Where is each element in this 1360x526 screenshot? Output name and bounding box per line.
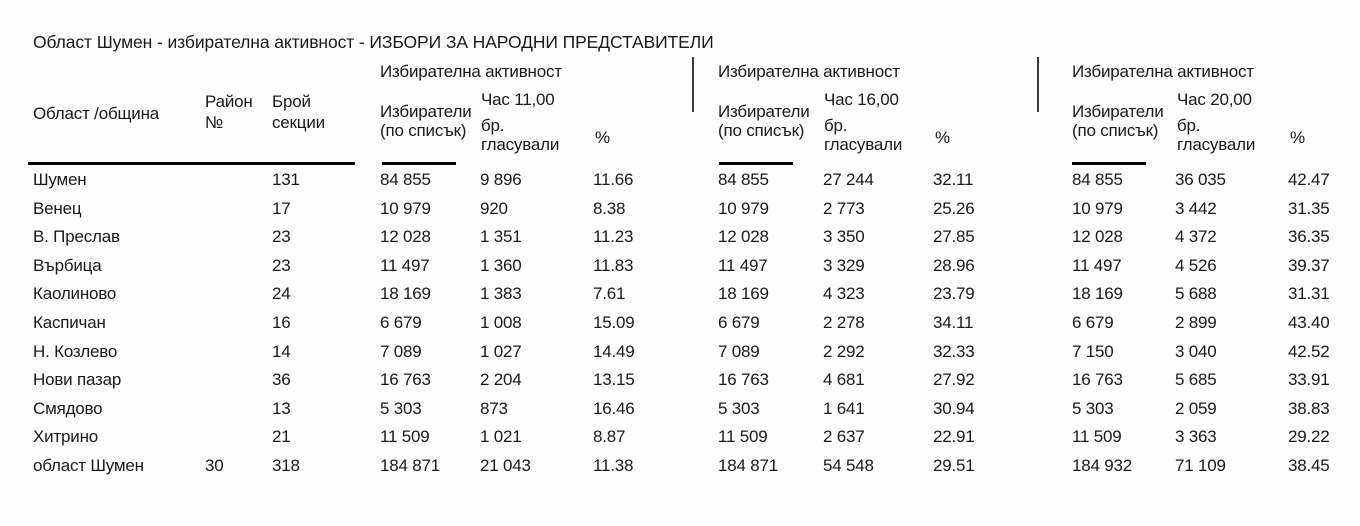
page-title: Област Шумен - избирателна активност - ИЗБОРИ ЗА НАРОДНИ ПРЕДСТАВИТЕЛИ <box>33 32 714 52</box>
b1-voted: 1 008 <box>480 312 522 332</box>
municipality-name: област Шумен <box>33 455 144 475</box>
b1-pct: 16.46 <box>593 398 635 418</box>
block2-voters-line2: (по списък) <box>718 121 805 140</box>
block1-hour-label: Час 11,00 <box>481 90 555 109</box>
b1-voters: 11 509 <box>380 427 430 447</box>
table-row <box>0 252 1360 281</box>
b3-voters: 11 497 <box>1072 255 1122 275</box>
b2-voted: 2 292 <box>823 341 865 361</box>
b3-voted: 4 372 <box>1175 227 1217 247</box>
block3-voters-line2: (по списък) <box>1072 121 1159 140</box>
b2-voted: 2 637 <box>823 427 865 447</box>
b1-voted: 1 360 <box>480 255 522 275</box>
b1-voters: 7 089 <box>380 341 422 361</box>
table-row <box>0 452 1360 481</box>
b2-pct: 27.92 <box>933 370 975 390</box>
municipality-name: Хитрино <box>33 427 99 447</box>
column-header-sections-line1: Брой <box>272 92 311 111</box>
municipality-name: В. Преслав <box>33 227 120 247</box>
table-row <box>0 366 1360 395</box>
b3-voted: 36 035 <box>1175 170 1226 189</box>
rayon-number <box>205 366 272 395</box>
b3-voted: 71 109 <box>1175 455 1226 475</box>
b3-pct: 33.91 <box>1288 370 1330 390</box>
sections-count: 318 <box>272 455 300 475</box>
block3-group-title: Избирателна активност <box>1072 62 1254 81</box>
rayon-number <box>205 338 272 367</box>
b1-voted: 2 204 <box>480 370 522 390</box>
b3-pct: 42.47 <box>1288 170 1330 189</box>
rayon-number <box>205 395 272 424</box>
table-row <box>0 423 1360 452</box>
column-header-rayon-line2: № <box>205 113 224 132</box>
block3-voters-line1: Избиратели <box>1072 102 1164 121</box>
b1-pct: 11.66 <box>593 170 634 189</box>
municipality-name: Смядово <box>33 398 103 418</box>
block2-separator-line <box>692 57 694 112</box>
b1-voters: 11 497 <box>380 255 430 275</box>
b2-voted: 3 329 <box>823 255 865 275</box>
b1-pct: 13.15 <box>593 370 635 390</box>
b2-pct: 32.33 <box>933 341 975 361</box>
municipality-name: Каолиново <box>33 284 117 304</box>
b3-pct: 42.52 <box>1288 341 1330 361</box>
block2-voted-line1: бр. <box>824 116 848 135</box>
header-underline-block3 <box>1072 162 1146 165</box>
block2-percent-label: % <box>935 128 950 147</box>
b1-pct: 8.38 <box>593 198 626 218</box>
b2-voted: 4 681 <box>823 370 865 390</box>
sections-count: 16 <box>272 312 291 332</box>
b1-voters: 18 169 <box>380 284 431 304</box>
b1-voters: 84 855 <box>380 170 431 189</box>
b1-voted: 1 021 <box>480 427 522 447</box>
header-underline-left <box>28 162 355 165</box>
b2-voters: 7 089 <box>718 341 760 361</box>
b2-pct: 23.79 <box>933 284 975 304</box>
b1-pct: 11.23 <box>593 227 634 247</box>
sections-count: 131 <box>272 170 300 189</box>
b1-voted: 920 <box>480 198 508 218</box>
b2-voters: 11 497 <box>718 255 768 275</box>
table-row <box>0 338 1360 367</box>
rayon-number <box>205 280 272 309</box>
b3-voted: 2 059 <box>1175 398 1217 418</box>
municipality-name: Каспичан <box>33 312 106 332</box>
b2-pct: 30.94 <box>933 398 975 418</box>
b2-voters: 5 303 <box>718 398 760 418</box>
sections-count: 14 <box>272 341 291 361</box>
b3-pct: 43.40 <box>1288 312 1330 332</box>
b3-voters: 12 028 <box>1072 227 1123 247</box>
table-row <box>0 166 1360 195</box>
sections-count: 23 <box>272 227 291 247</box>
b3-voted: 5 685 <box>1175 370 1217 390</box>
sections-count: 24 <box>272 284 291 304</box>
b2-pct: 27.85 <box>933 227 975 247</box>
b1-voted: 21 043 <box>480 455 531 475</box>
b1-voters: 5 303 <box>380 398 422 418</box>
block1-voters-line1: Избиратели <box>380 102 472 121</box>
b1-voters: 12 028 <box>380 227 431 247</box>
b2-voters: 11 509 <box>718 427 768 447</box>
column-header-rayon-line1: Район <box>205 92 253 111</box>
b1-pct: 14.49 <box>593 341 635 361</box>
b2-voted: 2 773 <box>823 198 865 218</box>
block1-voters-line2: (по списък) <box>380 121 467 140</box>
sections-count: 23 <box>272 255 291 275</box>
b2-voters: 84 855 <box>718 170 769 189</box>
b2-voted: 54 548 <box>823 455 874 475</box>
b3-voters: 84 855 <box>1072 170 1123 189</box>
b1-pct: 11.83 <box>593 255 634 275</box>
block2-voted-line2: гласували <box>824 135 903 154</box>
b1-voted: 1 027 <box>480 341 522 361</box>
b3-voters: 7 150 <box>1072 341 1114 361</box>
b3-voters: 11 509 <box>1072 427 1122 447</box>
block3-voted-line1: бр. <box>1177 116 1201 135</box>
rayon-number <box>205 223 272 252</box>
b2-pct: 25.26 <box>933 198 975 218</box>
block3-separator-line <box>1037 57 1039 112</box>
block1-percent-label: % <box>595 128 610 147</box>
b3-voters: 18 169 <box>1072 284 1123 304</box>
table-row <box>0 223 1360 252</box>
b1-pct: 7.61 <box>593 284 626 304</box>
column-header-sections-line2: секции <box>272 113 325 132</box>
block1-voted-line1: бр. <box>481 116 505 135</box>
b2-voters: 184 871 <box>718 455 779 475</box>
municipality-name: Шумен <box>33 170 87 189</box>
b2-voted: 1 641 <box>823 398 865 418</box>
b1-voted: 9 896 <box>480 170 522 189</box>
b2-voters: 10 979 <box>718 198 769 218</box>
b2-pct: 29.51 <box>933 455 975 475</box>
block1-group-title: Избирателна активност <box>380 62 562 81</box>
b1-pct: 11.38 <box>593 455 634 475</box>
b3-voters: 5 303 <box>1072 398 1114 418</box>
b3-voters: 10 979 <box>1072 198 1123 218</box>
b1-pct: 8.87 <box>593 427 626 447</box>
b2-voted: 4 323 <box>823 284 865 304</box>
header-underline-block2 <box>719 162 793 165</box>
b1-voters: 184 871 <box>380 455 441 475</box>
header-underline-block1 <box>382 162 456 165</box>
b3-pct: 36.35 <box>1288 227 1330 247</box>
table-body <box>0 166 1360 481</box>
block3-hour-label: Час 20,00 <box>1177 90 1252 109</box>
sections-count: 13 <box>272 398 291 418</box>
b3-voted: 4 526 <box>1175 255 1217 275</box>
b3-pct: 31.31 <box>1288 284 1330 304</box>
table-row <box>0 195 1360 224</box>
sections-count: 17 <box>272 198 291 218</box>
municipality-name: Венец <box>33 198 82 218</box>
b3-pct: 39.37 <box>1288 255 1330 275</box>
sections-count: 21 <box>272 427 291 447</box>
municipality-name: Н. Козлево <box>33 341 118 361</box>
b3-pct: 38.83 <box>1288 398 1330 418</box>
b2-voted: 3 350 <box>823 227 865 247</box>
b2-voters: 12 028 <box>718 227 769 247</box>
b2-voted: 27 244 <box>823 170 874 189</box>
rayon-number <box>205 252 272 281</box>
b1-voters: 10 979 <box>380 198 431 218</box>
block1-voted-line2: гласували <box>481 135 560 154</box>
sections-count: 36 <box>272 370 291 390</box>
b1-pct: 15.09 <box>593 312 635 332</box>
municipality-name: Нови пазар <box>33 370 122 390</box>
b2-pct: 22.91 <box>933 427 975 447</box>
b1-voters: 6 679 <box>380 312 422 332</box>
block2-hour-label: Час 16,00 <box>824 90 899 109</box>
rayon-number <box>205 195 272 224</box>
table-row <box>0 395 1360 424</box>
b2-voters: 16 763 <box>718 370 769 390</box>
block3-percent-label: % <box>1290 128 1305 147</box>
municipality-name: Върбица <box>33 255 102 275</box>
b1-voters: 16 763 <box>380 370 431 390</box>
block3-voted-line2: гласували <box>1177 135 1256 154</box>
b3-pct: 31.35 <box>1288 198 1330 218</box>
b3-pct: 38.45 <box>1288 455 1330 475</box>
b2-voted: 2 278 <box>823 312 865 332</box>
b2-pct: 34.11 <box>933 312 974 332</box>
b3-voters: 184 932 <box>1072 455 1133 475</box>
column-header-area: Област /община <box>33 104 160 123</box>
table-row <box>0 309 1360 338</box>
b2-voters: 18 169 <box>718 284 769 304</box>
rayon-number <box>205 309 272 338</box>
b3-voters: 6 679 <box>1072 312 1114 332</box>
b2-pct: 32.11 <box>933 170 974 189</box>
b3-voted: 3 363 <box>1175 427 1217 447</box>
rayon-number <box>205 423 272 452</box>
b3-voters: 16 763 <box>1072 370 1123 390</box>
b3-voted: 2 899 <box>1175 312 1217 332</box>
table-row <box>0 280 1360 309</box>
b1-voted: 1 383 <box>480 284 522 304</box>
b3-voted: 3 040 <box>1175 341 1217 361</box>
rayon-number <box>205 166 272 195</box>
b3-pct: 29.22 <box>1288 427 1330 447</box>
block2-voters-line1: Избиратели <box>718 102 810 121</box>
b2-voters: 6 679 <box>718 312 760 332</box>
block2-group-title: Избирателна активност <box>718 62 900 81</box>
b2-pct: 28.96 <box>933 255 975 275</box>
b1-voted: 873 <box>480 398 508 418</box>
b3-voted: 3 442 <box>1175 198 1217 218</box>
b3-voted: 5 688 <box>1175 284 1217 304</box>
b1-voted: 1 351 <box>480 227 522 247</box>
rayon-number: 30 <box>205 455 224 475</box>
